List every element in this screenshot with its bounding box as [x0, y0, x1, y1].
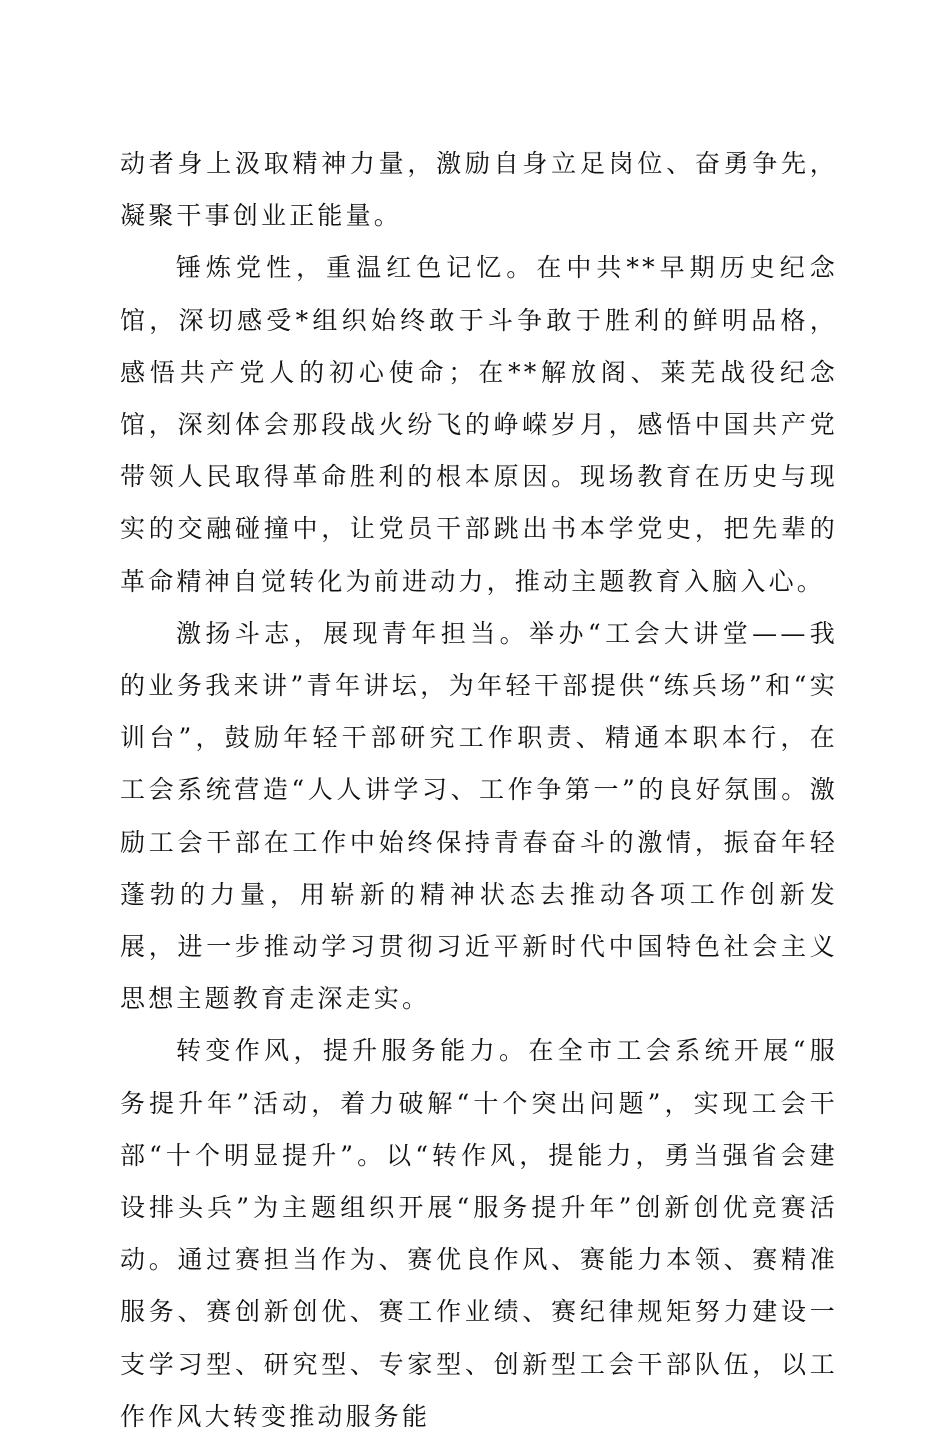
- document-body: [120, 138, 838, 1443]
- paragraph-youth-responsibility: 激扬斗志，展现青年担当。举办“工会大讲堂——我的业务我来讲”青年讲坛，为年轻干部提供“练兵场”和“实训台”，鼓励年轻干部研究工作职责、精通本职本行，在工会系统营造“人人讲学习、工作争第一”的良好氛围。激励工会干部在工作中始终保持青春奋斗的激情，振奋年轻蓬勃的力量，用崭新的精神状态去推动各项工作创新发展，进一步推动学习贯彻习近平新时代中国特色社会主义思想主题教育走深走实。: [120, 618, 838, 1014]
- paragraph-party-spirit: 锤炼党性，重温红色记忆。在中共**早期历史纪念馆，深切感受*组织始终敢于斗争敢于胜利的鲜明品格，感悟共产党人的初心使命；在**解放阁、莱芜战役纪念馆，深刻体会那段战火纷飞的峥嵘岁月，感悟中国共产党带领人民取得革命胜利的根本原因。现场教育在历史与现实的交融碰撞中，让党员干部跳出书本学党史，把先辈的革命精神自觉转化为前进动力，推动主题教育入脑入心。: [120, 253, 838, 596]
- paragraph-continuation: 动者身上汲取精神力量，激励自身立足岗位、奋勇争先，凝聚干事创业正能量。: [120, 149, 838, 231]
- paragraph-service-improvement: 转变作风，提升服务能力。在全市工会系统开展“服务提升年”活动，着力破解“十个突出问题”，实现工会干部“十个明显提升”。以“转作风，提能力，勇当强省会建设排头兵”为主题组织开展“服务提升年”创新创优竞赛活动。通过赛担当作为、赛优良作风、赛能力本领、赛精准服务、赛创新创优、赛工作业绩、赛纪律规矩努力建设一支学习型、研究型、专家型、创新型工会干部队伍，以工作作风大转变推动服务能: [120, 1036, 838, 1431]
